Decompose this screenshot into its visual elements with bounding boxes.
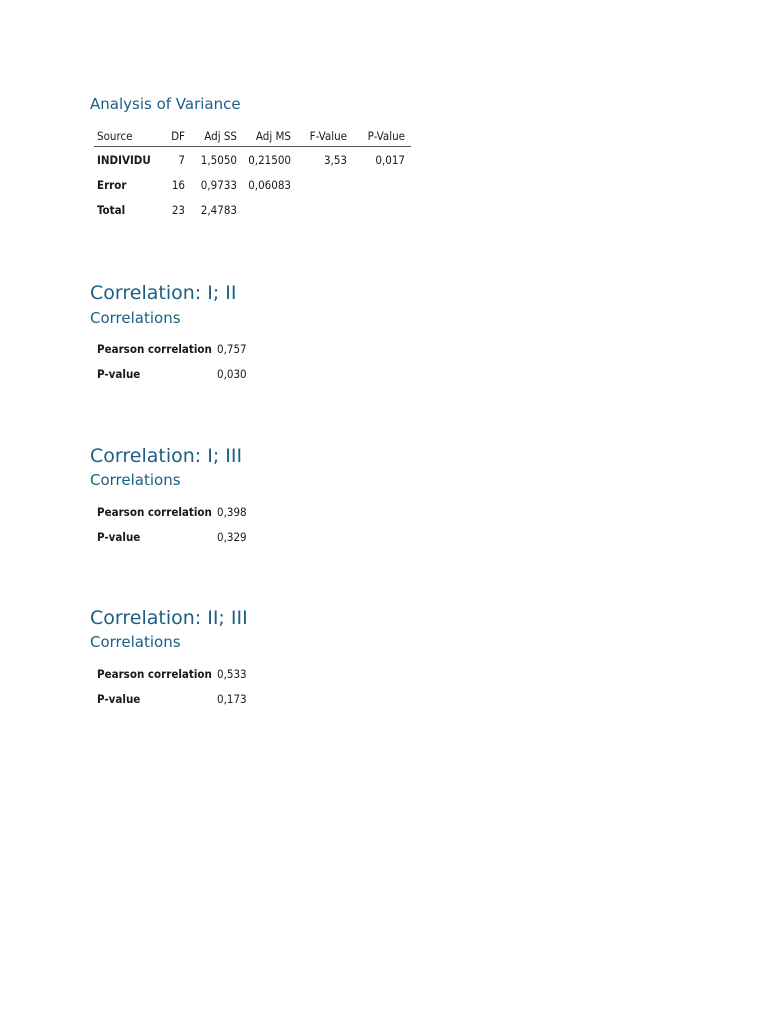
- anova-title: Analysis of Variance: [90, 95, 241, 113]
- anova-header-adj-ms: Adj MS: [237, 126, 291, 147]
- anova-header-p-value: P-Value: [347, 126, 411, 147]
- anova-cell-source: Error: [97, 177, 127, 192]
- anova-cell-adj-ms: [237, 197, 291, 222]
- anova-header-row: [94, 126, 411, 147]
- pearson-value: 0,533: [217, 666, 247, 681]
- pearson-value: 0,398: [217, 504, 247, 519]
- pvalue-label: P-value: [97, 366, 141, 381]
- correlation-table: [94, 336, 257, 386]
- table-row: [94, 197, 411, 222]
- correlation-subtitle: Correlations: [90, 471, 181, 489]
- anova-cell-adj-ss: 1,5050: [200, 152, 237, 167]
- table-row: [94, 336, 257, 361]
- pvalue-value: 0,329: [217, 529, 247, 544]
- pvalue-label: P-value: [97, 691, 141, 706]
- anova-cell-adj-ms: 0,06083: [248, 177, 291, 192]
- correlation-subtitle: Correlations: [90, 633, 181, 651]
- table-row: [94, 172, 411, 197]
- anova-cell-p-value: [347, 172, 411, 197]
- anova-header-adj-ss: Adj SS: [185, 126, 237, 147]
- correlation-table: [94, 499, 257, 549]
- pearson-label: Pearson correlation: [97, 504, 212, 519]
- anova-cell-adj-ms: 0,21500: [248, 152, 291, 167]
- table-row: [94, 524, 257, 549]
- anova-table: [94, 126, 411, 222]
- pvalue-value: 0,030: [217, 366, 247, 381]
- table-row: [94, 661, 257, 686]
- anova-cell-adj-ss: 2,4783: [200, 202, 237, 217]
- correlation-table: [94, 661, 257, 711]
- anova-cell-source: INDIVIDU: [97, 152, 151, 167]
- correlation-subtitle: Correlations: [90, 309, 181, 327]
- table-row: [94, 147, 411, 173]
- correlation-title: Correlation: I; II: [90, 282, 237, 304]
- anova-cell-p-value: [347, 197, 411, 222]
- pearson-label: Pearson correlation: [97, 341, 212, 356]
- correlation-title: Correlation: I; III: [90, 445, 243, 467]
- anova-header-f-value: F-Value: [291, 126, 347, 147]
- pvalue-value: 0,173: [217, 691, 247, 706]
- anova-cell-p-value: 0,017: [375, 152, 405, 167]
- anova-cell-adj-ss: 0,9733: [200, 177, 237, 192]
- anova-cell-df: 7: [178, 152, 185, 167]
- table-row: [94, 361, 257, 386]
- anova-cell-source: Total: [97, 202, 126, 217]
- pvalue-label: P-value: [97, 529, 141, 544]
- anova-cell-f-value: 3,53: [323, 152, 347, 167]
- anova-header-df: DF: [157, 126, 185, 147]
- anova-cell-f-value: [291, 197, 347, 222]
- anova-cell-df: 23: [171, 202, 185, 217]
- anova-header-source: Source: [94, 126, 157, 147]
- anova-cell-f-value: [291, 172, 347, 197]
- correlation-title: Correlation: II; III: [90, 607, 248, 629]
- table-row: [94, 686, 257, 711]
- anova-cell-df: 16: [171, 177, 185, 192]
- pearson-value: 0,757: [217, 341, 247, 356]
- table-row: [94, 499, 257, 524]
- pearson-label: Pearson correlation: [97, 666, 212, 681]
